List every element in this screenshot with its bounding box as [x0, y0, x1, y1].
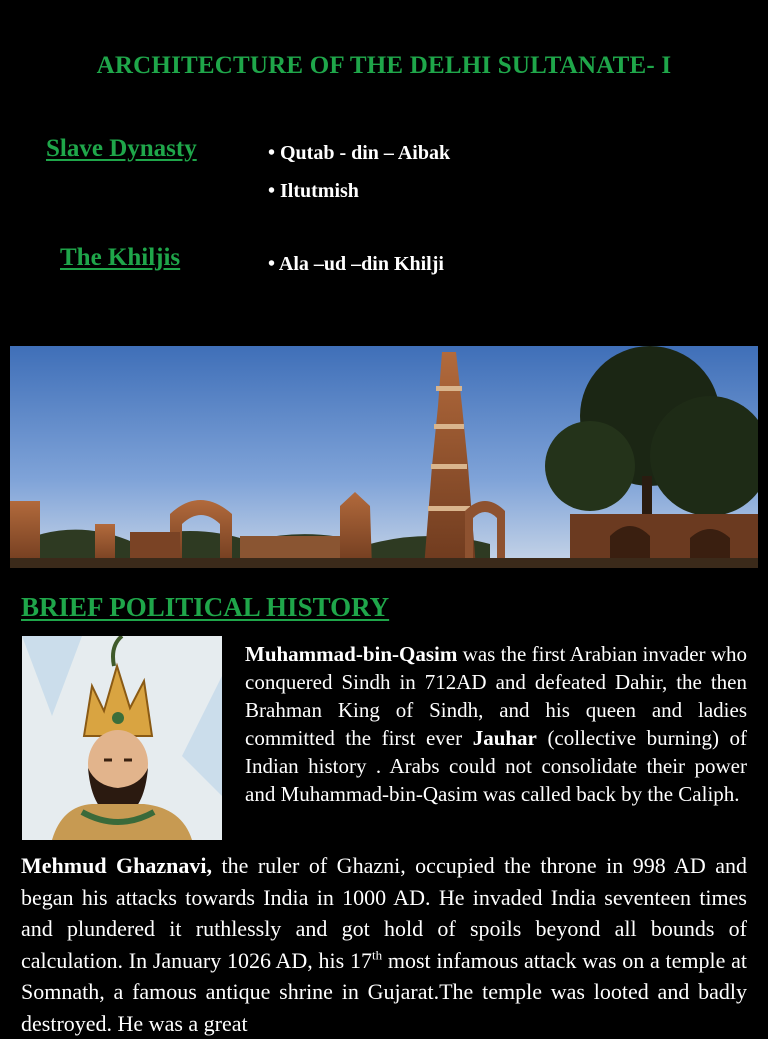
ordinal-suffix: th [371, 947, 383, 963]
ruler-qutab-din-aibak: • Qutab - din – Aibak [268, 142, 451, 164]
muhammad-bin-qasim-portrait [22, 636, 222, 840]
para2-text-1: the ruler of Ghazni, occupied the throne in 998 AD and began his attacks towards India in 1000 AD. He invaded India seventeen times and plundered it ruthlessly and got hold of spoils beyond all bounds of calculation. In January 1026 AD, his 17 [21, 853, 748, 973]
qutub-minar-photo [10, 346, 758, 568]
name-muhammad-bin-qasim: Muhammad-bin-Qasim [245, 642, 458, 666]
term-jauhar: Jauhar [472, 726, 537, 750]
para1-text-2: (collective burning) of Indian history . Arabs could not consolidate their power and Muhammad-bin-Qasim was called back by the Caliph. [245, 726, 747, 806]
paragraph-mehmud-ghaznavi [21, 850, 747, 1039]
dynasty-slave-heading: Slave Dynasty [46, 135, 197, 162]
section-heading-political-history: BRIEF POLITICAL HISTORY [21, 592, 390, 622]
para2-text-2: most infamous attack was on a temple at Somnath, a famous antique shrine in Gujarat.The temple was looted and badly destroyed. He was a great [21, 947, 747, 1036]
dynasty-khiljis-heading: The Khiljis [60, 244, 181, 271]
para1-text-1: was the first Arabian invader who conquered Sindh in 712AD and defeated Dahir, the then Brahman King of Sindh, and his queen and ladies committed the first ever [245, 642, 747, 750]
ruler-iltutmish: • Iltutmish [268, 180, 359, 202]
ruler-ala-ud-din-khilji: • Ala –ud –din Khilji [268, 253, 444, 275]
page-title: ARCHITECTURE OF THE DELHI SULTANATE- I [96, 52, 672, 79]
name-mehmud-ghaznavi: Mehmud Ghaznavi, [21, 853, 213, 878]
paragraph-muhammad-bin-qasim [245, 640, 747, 808]
